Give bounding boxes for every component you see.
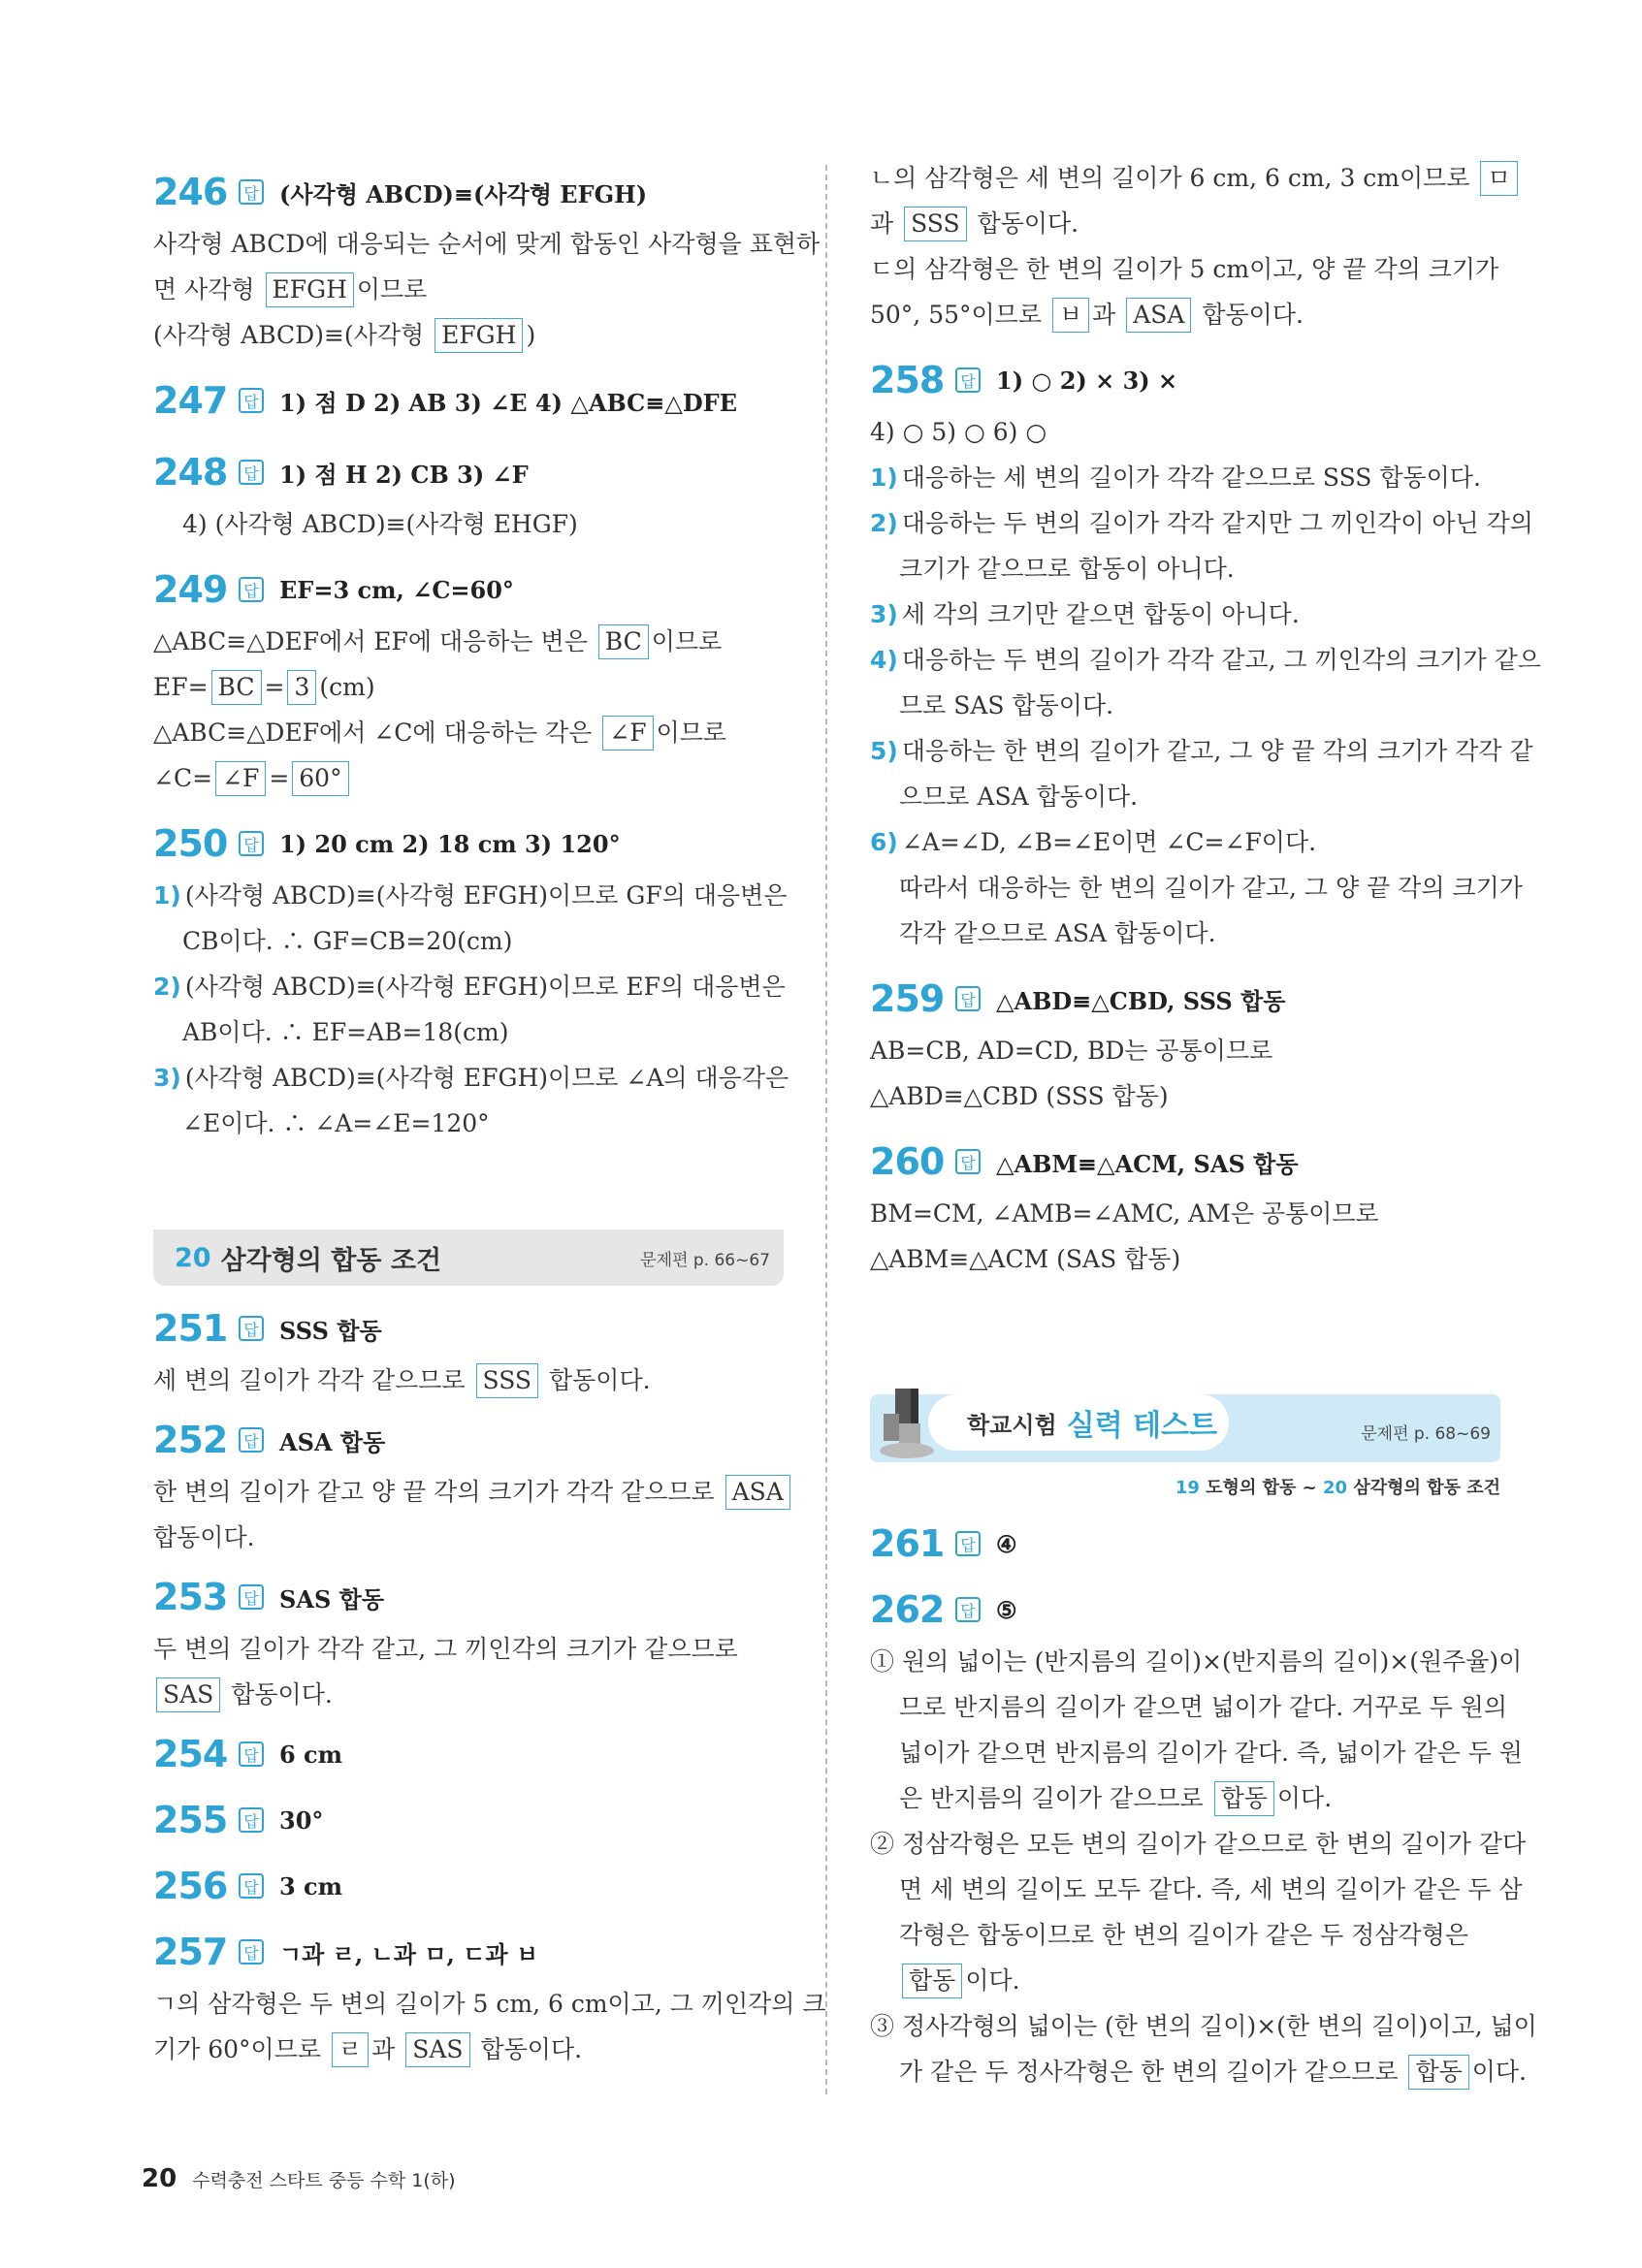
solution-text: ② 정삼각형은 모든 변의 길이가 같으므로 한 변의 길이가 같다	[870, 1830, 1527, 1858]
solution-text: ∠C=	[153, 764, 213, 792]
solution-line	[153, 1358, 784, 1403]
range-end-label: 삼각형의 합동 조건	[1353, 1478, 1500, 1498]
sub-number: 4)	[870, 646, 898, 674]
solution-line	[870, 455, 1500, 500]
solution-text: CB이다. ∴ GF=CB=20(cm)	[182, 927, 513, 955]
answer-blank-box: 합동	[1214, 1781, 1274, 1816]
solution-line	[870, 292, 1500, 337]
solution-text: 합동이다.	[1194, 301, 1304, 329]
answer-label-icon: 답	[239, 1316, 264, 1341]
answer-label-icon: 답	[239, 1427, 264, 1453]
solution-text: 세 변의 길이가 각각 같으므로	[153, 1366, 473, 1394]
solution-line	[153, 221, 821, 267]
solution-line	[870, 1821, 1527, 1867]
solution-line	[153, 1626, 784, 1672]
solution-line	[870, 910, 1500, 956]
solution-line	[153, 964, 784, 1009]
answer-text: △ABM≡△ACM, SAS 합동	[996, 1149, 1299, 1178]
banner-reference: 문제편 p. 68~69	[1361, 1424, 1491, 1444]
problem-number: 251	[153, 1307, 228, 1350]
solution-text: △ABC≡△DEF에서 ∠C에 대응하는 각은	[153, 719, 600, 747]
sub-number: 5)	[870, 737, 898, 765]
solution-text: 따라서 대응하는 한 변의 길이가 같고, 그 양 끝 각의 크기가	[899, 874, 1523, 902]
problem-262	[870, 1581, 1537, 2094]
solution-text: 한 변의 길이가 같고 양 끝 각의 크기가 각각 같으므로	[153, 1478, 723, 1506]
problem-number: 255	[153, 1799, 228, 1841]
answer-blank-box: BC	[211, 670, 262, 705]
problem-number: 262	[870, 1588, 945, 1631]
problem-249	[153, 560, 784, 801]
problem-number: 258	[870, 359, 945, 401]
solution-text: 합동이다.	[153, 1523, 255, 1551]
answer-label-icon: 답	[239, 1939, 264, 1965]
solution-line	[870, 500, 1533, 546]
solution-text: ∠A=∠D, ∠B=∠E이면 ∠C=∠F이다.	[901, 828, 1317, 856]
problem-header	[153, 560, 784, 619]
solution-line	[153, 2027, 784, 2072]
answer-blank-box: 합동	[902, 1964, 962, 1998]
answer-blank-box: ㅁ	[1480, 161, 1517, 196]
problem-number: 250	[153, 822, 228, 865]
solution-text: 합동이다.	[472, 2035, 583, 2063]
answer-text: 1) 20 cm 2) 18 cm 3) 120°	[279, 829, 621, 858]
problem-259	[870, 970, 1500, 1119]
solution-line	[870, 201, 1500, 246]
answer-blank-box: SAS	[156, 1677, 220, 1712]
solution-line	[870, 683, 1500, 728]
solution-text: △ABD≡△CBD (SSS 합동)	[870, 1082, 1169, 1110]
answer-text: ASA 합동	[279, 1427, 386, 1456]
problem-258	[870, 351, 1541, 956]
solution-text: △ABC≡△DEF에서 EF에 대응하는 변은	[153, 627, 596, 655]
problem-number: 259	[870, 977, 945, 1020]
problem-261	[870, 1515, 1500, 1573]
solution-text: 대응하는 두 변의 길이가 각각 같지만 그 끼인각이 아닌 각의	[901, 509, 1533, 537]
problem-header	[870, 1515, 1500, 1573]
answer-label-icon: 답	[955, 367, 981, 393]
answer-blank-box: ㅂ	[1052, 298, 1089, 333]
solution-text: 각각 같으므로 ASA 합동이다.	[899, 919, 1216, 947]
solution-line	[153, 873, 788, 918]
problem-number: 246	[153, 171, 228, 213]
solution-text: 각형은 합동이므로 한 변의 길이가 같은 두 정삼각형은	[899, 1921, 1468, 1949]
answer-text: EF=3 cm, ∠C=60°	[279, 575, 514, 604]
section-number: 20	[175, 1242, 211, 1273]
right-column-lower	[870, 1515, 1537, 2102]
problem-number: 249	[153, 568, 228, 611]
solution-text: 대응하는 두 변의 길이가 각각 같고, 그 끼인각의 크기가 같으	[901, 646, 1541, 674]
solution-text: AB=CB, AD=CD, BD는 공통이므로	[870, 1037, 1273, 1065]
solution-line	[870, 2003, 1537, 2049]
solution-text: 므로 SAS 합동이다.	[899, 691, 1114, 719]
problem-253	[153, 1568, 784, 1717]
solution-line	[870, 819, 1500, 865]
solution-text: 은 반지름의 길이가 같으므로	[899, 1784, 1211, 1812]
answer-label-icon: 답	[239, 1584, 264, 1610]
solution-line	[870, 2049, 1527, 2094]
problem-header	[153, 371, 784, 430]
solution-line	[153, 1515, 784, 1560]
solution-line	[870, 1958, 1500, 2003]
solution-line	[870, 1191, 1500, 1236]
solution-line	[153, 710, 784, 755]
answer-text: SAS 합동	[279, 1584, 385, 1613]
answer-text: ④	[996, 1529, 1017, 1558]
sub-number: 3)	[870, 600, 898, 628]
right-column	[870, 155, 1541, 1295]
solution-line	[870, 409, 1500, 455]
sub-number: 1)	[153, 881, 181, 910]
solution-line	[870, 546, 1500, 591]
sub-number: 3)	[153, 1064, 181, 1092]
solution-text: 대응하는 세 변의 길이가 각각 같으므로 SSS 합동이다.	[901, 463, 1481, 492]
answer-blank-box: BC	[598, 624, 649, 659]
problem-255	[153, 1791, 784, 1849]
problem-260	[870, 1133, 1500, 1282]
solution-text: 가 같은 두 정사각형은 한 변의 길이가 같으므로	[899, 2058, 1406, 2086]
section-header-20	[153, 1230, 784, 1286]
solution-text: EF=	[153, 673, 209, 701]
unit-range	[1175, 1474, 1500, 1499]
problem-header	[870, 351, 1500, 409]
problem-number: 253	[153, 1576, 228, 1618]
solution-text: 사각형 ABCD에 대응되는 순서에 맞게 합동인 사각형을 표현하	[153, 230, 821, 258]
page-number: 20	[142, 2164, 177, 2193]
solution-text: ㄴ의 삼각형은 세 변의 길이가 6 cm, 6 cm, 3 cm이므로	[870, 164, 1478, 192]
solution-line	[153, 1672, 784, 1717]
answer-label-icon: 답	[239, 831, 264, 856]
problem-number: 254	[153, 1733, 228, 1775]
solution-line	[870, 1236, 1500, 1282]
section-reference: 문제편 p. 66~67	[640, 1250, 770, 1270]
solution-line	[153, 1101, 784, 1146]
solution-line	[870, 1912, 1500, 1958]
answer-blank-box: 3	[287, 670, 316, 705]
solution-text: ㄷ의 삼각형은 한 변의 길이가 5 cm이고, 양 끝 각의 크기가	[870, 255, 1499, 283]
solution-text: 면 사각형	[153, 275, 263, 303]
range-start-number: 19	[1175, 1478, 1200, 1498]
solution-text: 합동이다.	[223, 1680, 333, 1709]
answer-blank-box: SSS	[904, 207, 967, 241]
answer-label-icon: 답	[239, 179, 264, 205]
solution-text: =	[264, 673, 285, 701]
answer-blank-box: SSS	[476, 1363, 539, 1398]
solution-line	[153, 1009, 784, 1055]
solution-line	[870, 637, 1541, 683]
solution-text: ① 원의 넓이는 (반지름의 길이)×(반지름의 길이)×(원주율)이	[870, 1647, 1523, 1676]
solution-text: 크기가 같으므로 합동이 아니다.	[899, 555, 1235, 583]
left-column	[153, 163, 821, 1160]
problem-251	[153, 1299, 784, 1403]
answer-label-icon: 답	[955, 986, 981, 1011]
solution-text: BM=CM, ∠AMB=∠AMC, AM은 공통이므로	[870, 1199, 1379, 1228]
solution-line	[153, 664, 784, 710]
solution-text: 세 각의 크기만 같으면 합동이 아니다.	[901, 600, 1300, 628]
solution-text: 이므로	[651, 627, 723, 655]
problem-header	[153, 1923, 784, 1981]
solution-line	[870, 1684, 1507, 1730]
problem-number: 248	[153, 451, 228, 494]
answer-text: SSS 합동	[279, 1316, 382, 1345]
left-column-lower	[153, 1299, 826, 2080]
solution-line	[870, 728, 1533, 774]
section-title: 삼각형의 합동 조건	[220, 1245, 442, 1276]
problem-header	[153, 443, 784, 501]
problems-246-250	[153, 163, 821, 1146]
answer-blank-box: 60°	[292, 761, 348, 796]
answer-text: (사각형 ABCD)≡(사각형 EFGH)	[279, 179, 648, 208]
banner-title-pill	[928, 1394, 1229, 1451]
answer-text: ㄱ과 ㄹ, ㄴ과 ㅁ, ㄷ과 ㅂ	[279, 1939, 539, 1968]
solution-line	[153, 918, 784, 964]
answer-blank-box: SAS	[405, 2032, 469, 2067]
problem-header	[870, 970, 1500, 1028]
solution-text: 이다.	[1276, 1784, 1333, 1812]
solution-line	[153, 501, 784, 547]
sub-number: 2)	[870, 509, 898, 537]
problem-header	[870, 1581, 1500, 1639]
answer-text: ⑤	[996, 1595, 1017, 1624]
answer-blank-box: 합동	[1408, 2055, 1468, 2090]
problems-251-257	[153, 1299, 826, 2072]
answer-blank-box: EFGH	[266, 272, 354, 307]
solution-text: (사각형 ABCD)≡(사각형	[153, 321, 433, 349]
problem-number: 252	[153, 1419, 228, 1461]
solution-text: 합동이다.	[541, 1366, 651, 1394]
solution-line	[870, 1028, 1500, 1073]
answer-label-icon: 답	[955, 1597, 981, 1622]
solution-line	[153, 267, 784, 312]
problem-number: 247	[153, 379, 228, 422]
problem-252	[153, 1411, 784, 1560]
answer-label-icon: 답	[239, 1741, 264, 1767]
solution-text: (cm)	[319, 673, 375, 701]
answer-label-icon: 답	[239, 1807, 264, 1833]
answer-blank-box: ∠F	[215, 761, 266, 796]
solution-text: 과	[371, 2035, 403, 2063]
solution-line	[870, 1639, 1523, 1684]
column-divider	[825, 165, 827, 2094]
answer-blank-box: ∠F	[602, 716, 653, 751]
problem-number: 257	[153, 1931, 228, 1973]
solution-text: 으므로 ASA 합동이다.	[899, 783, 1139, 811]
solution-text: ㄱ의 삼각형은 두 변의 길이가 5 cm, 6 cm이고, 그 끼인각의 크	[153, 1990, 826, 2018]
solution-line	[870, 591, 1500, 637]
answer-text: △ABD≡△CBD, SSS 합동	[996, 986, 1286, 1015]
solution-text: (사각형 ABCD)≡(사각형 EFGH)이므로 ∠A의 대응각은	[184, 1064, 789, 1092]
solution-text: =	[269, 764, 290, 792]
problem-header	[153, 1791, 784, 1849]
solution-line	[870, 155, 1511, 201]
building-blocks-icon	[878, 1385, 934, 1462]
solution-line	[153, 619, 784, 664]
solution-text: (사각형 ABCD)≡(사각형 EFGH)이므로 GF의 대응변은	[184, 881, 788, 910]
solution-text: 기가 60°이므로	[153, 2035, 329, 2063]
solution-line	[870, 1775, 1500, 1821]
solution-text: 이므로	[356, 275, 428, 303]
problems-261-262	[870, 1515, 1537, 2094]
solution-text: 합동이다.	[969, 209, 1079, 238]
solution-text: 과	[870, 209, 902, 238]
answer-label-icon: 답	[955, 1149, 981, 1174]
answer-text: 1) ○ 2) × 3) ×	[996, 366, 1178, 395]
banner-title: 실력 테스트	[1066, 1409, 1218, 1443]
solution-line	[870, 865, 1523, 910]
problem-number: 256	[153, 1865, 228, 1907]
problem-250	[153, 815, 789, 1146]
answer-text: 6 cm	[279, 1740, 343, 1769]
answer-label-icon: 답	[239, 1873, 264, 1899]
sub-number: 6)	[870, 828, 898, 856]
problem-header	[153, 1299, 784, 1358]
problem-254	[153, 1725, 784, 1783]
solution-text: ∠E이다. ∴ ∠A=∠E=120°	[182, 1109, 490, 1137]
sub-number: 1)	[870, 463, 898, 492]
answer-blank-box: ASA	[1126, 298, 1191, 333]
answer-label-icon: 답	[239, 460, 264, 485]
solution-text: )	[526, 321, 536, 349]
problem-247	[153, 371, 784, 430]
solution-line	[153, 1469, 784, 1515]
problem-header	[153, 1725, 784, 1783]
solution-text: 면 세 변의 길이도 모두 같다. 즉, 세 변의 길이가 같은 두 삼	[899, 1875, 1523, 1903]
solution-line	[153, 1055, 789, 1101]
solution-text: 이다.	[965, 1966, 1020, 1995]
problem-header	[153, 1411, 784, 1469]
solution-line	[870, 1073, 1500, 1119]
sub-number: 2)	[153, 973, 181, 1001]
solution-line	[870, 1867, 1523, 1912]
solution-text: △ABM≡△ACM (SAS 합동)	[870, 1245, 1181, 1273]
solution-text: 50°, 55°이므로	[870, 301, 1049, 329]
solution-text: 이므로	[656, 719, 727, 747]
answer-blank-box: ASA	[725, 1475, 790, 1510]
problems-257-260	[870, 155, 1541, 1282]
page-footer	[142, 2164, 456, 2193]
answer-blank-box: EFGH	[435, 318, 523, 353]
solution-line	[870, 246, 1500, 292]
answer-label-icon: 답	[239, 577, 264, 602]
answer-text: 1) 점 D 2) AB 3) ∠E 4) △ABC≡△DFE	[279, 388, 737, 417]
problem-248	[153, 443, 784, 547]
answer-label-icon: 답	[239, 388, 264, 413]
solution-text: 이다.	[1471, 2058, 1527, 2086]
solution-text: (사각형 ABCD)≡(사각형 EFGH)이므로 EF의 대응변은	[184, 973, 786, 1001]
problem-cont	[870, 155, 1511, 337]
range-start-label: 도형의 합동 ~	[1206, 1478, 1317, 1498]
solution-line	[153, 1981, 826, 2027]
solution-text: 므로 반지름의 길이가 같으면 넓이가 같다. 거꾸로 두 원의	[899, 1693, 1507, 1721]
solution-text: 두 변의 길이가 각각 같고, 그 끼인각의 크기가 같으므로	[153, 1635, 738, 1663]
solution-line	[153, 312, 784, 358]
answer-label-icon: 답	[955, 1531, 981, 1556]
answer-blank-box: ㄹ	[332, 2032, 369, 2067]
answer-text: 3 cm	[279, 1871, 343, 1901]
solution-text: 대응하는 한 변의 길이가 같고, 그 양 끝 각의 크기가 각각 같	[901, 737, 1533, 765]
book-title: 수력충전 스타트 중등 수학 1(하)	[192, 2169, 456, 2191]
solution-text: 넓이가 같으면 반지름의 길이가 같다. 즉, 넓이가 같은 두 원	[899, 1739, 1523, 1767]
problem-header	[870, 1133, 1500, 1191]
solution-text: ③ 정사각형의 넓이는 (한 변의 길이)×(한 변의 길이)이고, 넓이	[870, 2012, 1537, 2040]
problem-256	[153, 1857, 784, 1915]
answer-text: 30°	[279, 1805, 324, 1835]
problem-number: 261	[870, 1522, 945, 1565]
solution-text: 4) ○ 5) ○ 6) ○	[870, 418, 1047, 446]
solution-text: 4) (사각형 ABCD)≡(사각형 EHGF)	[182, 510, 578, 538]
range-end-number: 20	[1323, 1478, 1348, 1498]
problem-header	[153, 163, 784, 221]
problem-number: 260	[870, 1140, 945, 1183]
answer-text: 1) 점 H 2) CB 3) ∠F	[279, 460, 529, 489]
school-test-banner	[870, 1385, 1500, 1462]
problem-257	[153, 1923, 826, 2072]
problem-header	[153, 1857, 784, 1915]
banner-label: 학교시험	[967, 1411, 1057, 1439]
solution-line	[870, 1730, 1523, 1775]
solution-line	[153, 755, 784, 801]
problem-246	[153, 163, 821, 358]
problem-header	[153, 1568, 784, 1626]
solution-line	[870, 774, 1500, 819]
solution-text: 과	[1092, 301, 1124, 329]
solution-text: AB이다. ∴ EF=AB=18(cm)	[182, 1018, 509, 1046]
problem-header	[153, 815, 784, 873]
